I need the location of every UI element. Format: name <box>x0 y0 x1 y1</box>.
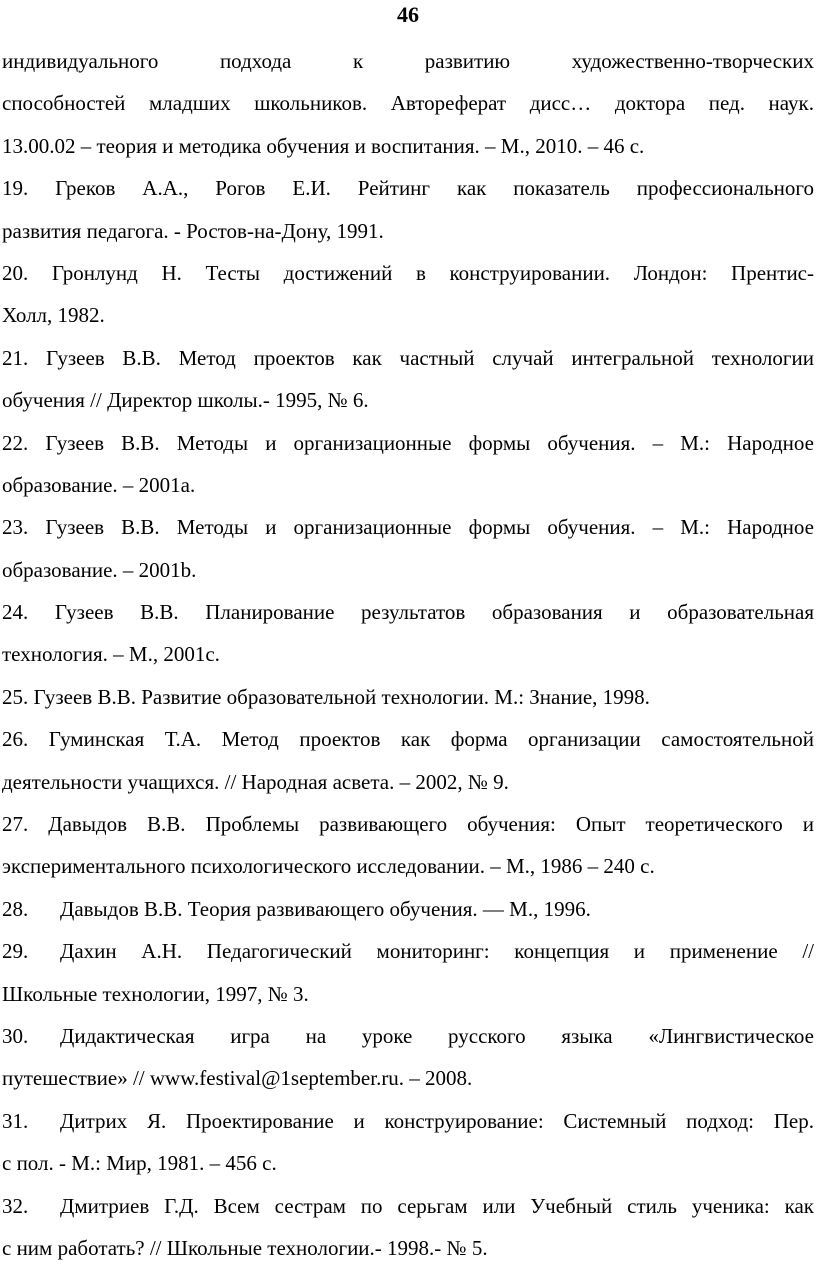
text-line: 26. Гуминская Т.А. Метод проектов как форма организации самостоятельной <box>2 727 814 752</box>
entry-line <box>2 1185 814 1227</box>
text-line: Холл, 1982. <box>2 303 105 328</box>
entry-line <box>2 930 814 972</box>
text-line: с пол. - М.: Мир, 1981. – 456 с. <box>2 1151 277 1176</box>
entry-number: 32. <box>2 1193 29 1218</box>
text-line: деятельности учащихся. // Народная асвета. – 2002, № 9. <box>2 769 509 794</box>
entry-number: 29. <box>2 939 29 964</box>
text-line: образование. – 2001a. <box>2 472 196 497</box>
entry-number: 30. <box>2 1023 29 1048</box>
text-line: экспериментального психологического исследовании. – М., 1986 – 240 с. <box>2 854 655 879</box>
text-line: обучения // Директор школы.- 1995, № 6. <box>2 388 369 413</box>
text-line: образование. – 2001b. <box>2 557 197 582</box>
text-line: Школьные технологии, 1997, № 3. <box>2 981 309 1006</box>
text-line: с ним работать? // Школьные технологии.- 1998.- № 5. <box>2 1235 488 1260</box>
text-line: путешествие» // www.festival@1september.ru. – 2008. <box>2 1066 473 1091</box>
text-line: 20. Гронлунд Н. Тесты достижений в конструировании. Лондон: Прентис- <box>2 260 814 285</box>
entry-text: Дитрих Я. Проектирование и конструирование: Системный подход: Пер. <box>60 1108 814 1133</box>
entry-text: Дахин А.Н. Педагогический мониторинг: концепция и применение // <box>60 939 814 964</box>
entry-line <box>2 1015 814 1057</box>
entry-text: Дмитриев Г.Д. Всем сестрам по серьгам или Учебный стиль ученика: как <box>60 1193 814 1218</box>
text-line: 22. Гузеев В.В. Методы и организационные формы обучения. – М.: Народное <box>2 430 814 455</box>
entry-text: Давыдов В.В. Теория развивающего обучения. — М., 1996. <box>60 896 591 921</box>
text-line: технология. – М., 2001c. <box>2 642 220 667</box>
text-line: 24. Гузеев В.В. Планирование результатов образования и образовательная <box>2 600 814 625</box>
text-line: 13.00.02 – теория и методика обучения и воспитания. – М., 2010. – 46 с. <box>2 133 645 158</box>
text-line: развития педагога. - Ростов-на-Дону, 1991. <box>2 218 384 243</box>
entry-text: Дидактическая игра на уроке русского языка «Лингвистическое <box>60 1023 814 1048</box>
bibliography-list <box>2 40 814 1269</box>
page-number: 46 <box>397 2 419 27</box>
entry-number: 28. <box>2 896 29 921</box>
entry-line <box>2 888 814 930</box>
text-line: 21. Гузеев В.В. Метод проектов как частный случай интегральной технологии <box>2 345 814 370</box>
entry-line <box>2 1100 814 1142</box>
text-line: 19. Греков А.А., Рогов Е.И. Рейтинг как показатель профессионального <box>2 176 814 201</box>
text-line: 27. Давыдов В.В. Проблемы развивающего обучения: Опыт теоретического и <box>2 812 814 837</box>
text-line: 23. Гузеев В.В. Методы и организационные формы обучения. – М.: Народное <box>2 515 814 540</box>
text-line: индивидуального подхода к развитию художественно-творческих <box>2 49 814 73</box>
text-line: 25. Гузеев В.В. Развитие образовательной технологии. М.: Знание, 1998. <box>2 684 650 709</box>
entry-number: 31. <box>2 1108 29 1133</box>
text-line: способностей младших школьников. Автореферат дисс… доктора пед. наук. <box>2 91 814 116</box>
